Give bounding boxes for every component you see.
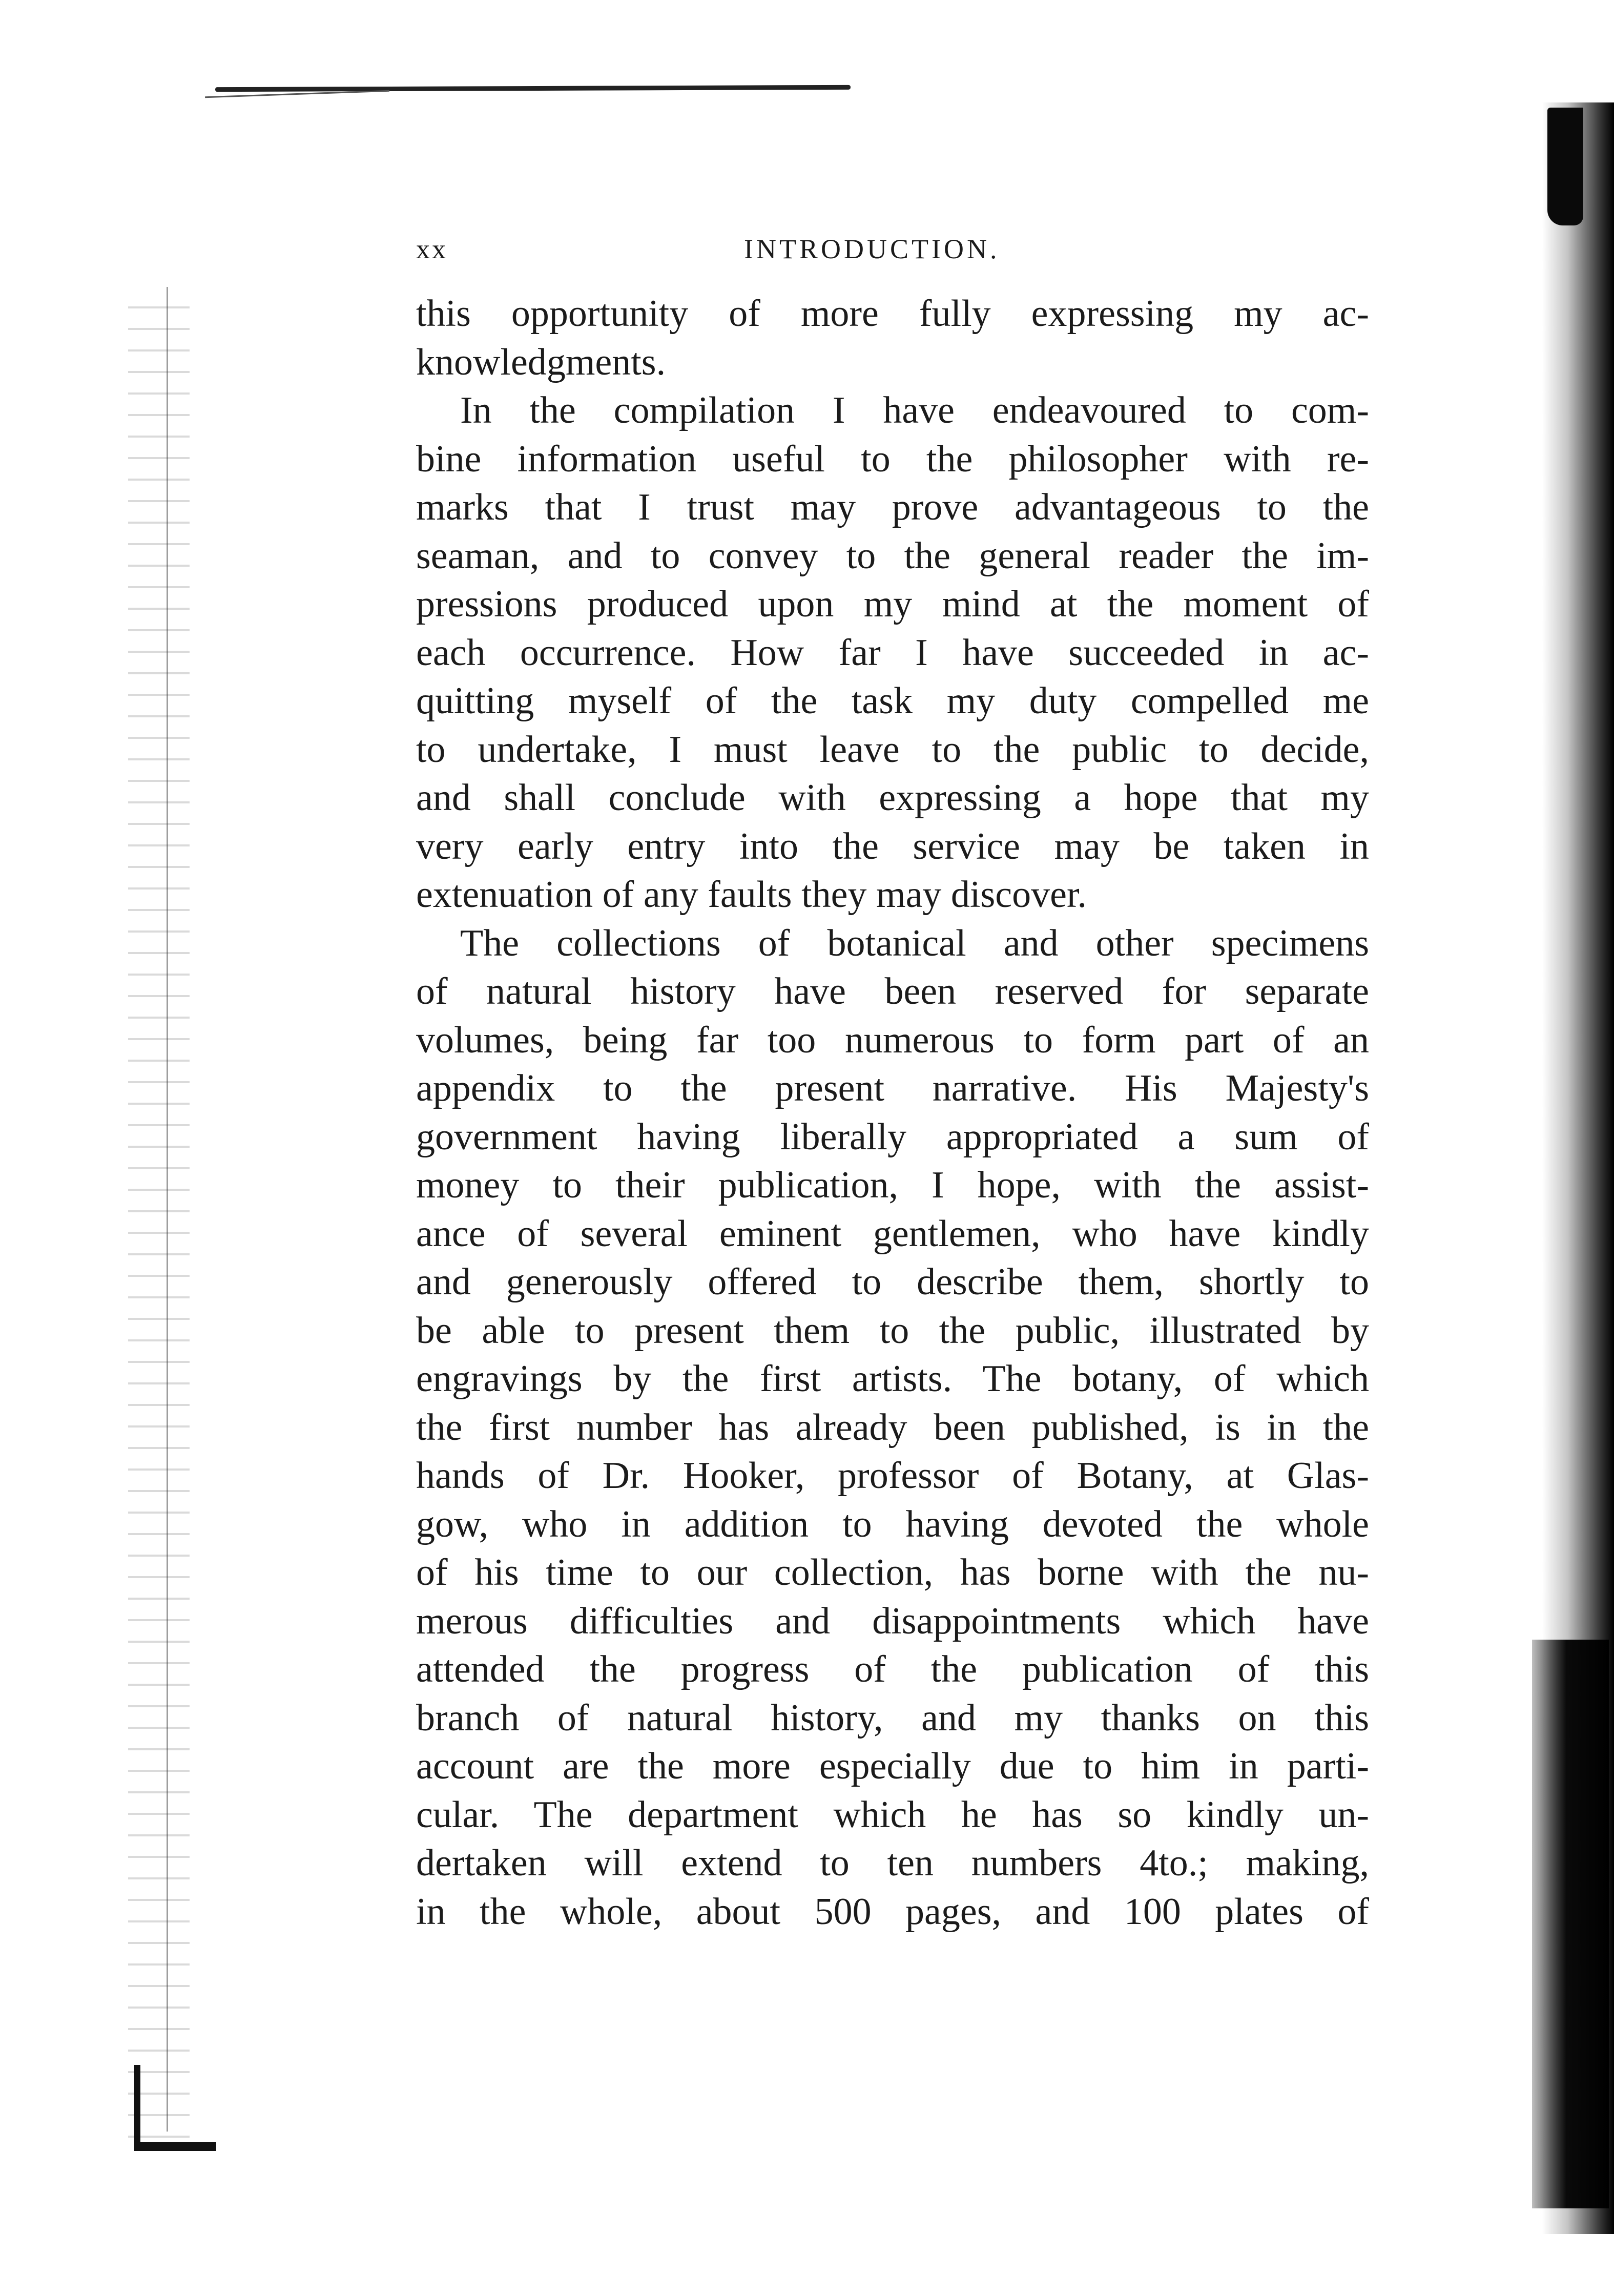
scan-artifact-right-blot-top <box>1547 108 1583 225</box>
text-line: dertaken will extend to ten numbers 4to.; making, <box>416 1842 1369 1884</box>
text-line: in the whole, about 500 pages, and 100 plates of <box>416 1890 1369 1933</box>
paragraph-continuation <box>416 289 1369 386</box>
text-line: to undertake, I must leave to the public to decide, <box>416 728 1369 771</box>
paragraph-collections <box>416 919 1369 1936</box>
text-line: volumes, being far too numerous to form part of an <box>416 1019 1369 1061</box>
text-line: In the compilation I have endeavoured to com- <box>460 389 1369 431</box>
running-head <box>416 233 1082 279</box>
text-line: pressions produced upon my mind at the moment of <box>416 583 1369 625</box>
scan-artifact-corner-vertical <box>134 2065 140 2151</box>
text-line: The collections of botanical and other specimens <box>460 922 1369 964</box>
scan-artifact-corner-horizontal <box>134 2142 216 2151</box>
text-line: hands of Dr. Hooker, professor of Botany, at Glas- <box>416 1455 1369 1497</box>
text-line: branch of natural history, and my thanks on this <box>416 1697 1369 1739</box>
text-line: government having liberally appropriated a sum of <box>416 1115 1369 1158</box>
scan-artifact-right-blot-bottom <box>1532 1640 1609 2208</box>
text-line: and shall conclude with expressing a hope that my <box>416 777 1369 819</box>
text-line: seaman, and to convey to the general reader the im- <box>416 534 1369 577</box>
text-line: merous difficulties and disappointments which have <box>416 1600 1369 1642</box>
text-line: of natural history have been reserved for separate <box>416 970 1369 1012</box>
text-line: ance of several eminent gentlemen, who have kindly <box>416 1212 1369 1255</box>
text-line: account are the more especially due to him in parti- <box>416 1745 1369 1787</box>
text-line: each occurrence. How far I have succeeded in ac- <box>416 631 1369 674</box>
text-line: be able to present them to the public, illustrated by <box>416 1309 1369 1352</box>
text-line: of his time to our collection, has borne with the nu- <box>416 1552 1369 1594</box>
text-line: attended the progress of the publication of this <box>416 1648 1369 1690</box>
text-line: this opportunity of more fully expressing my ac- <box>416 293 1369 335</box>
text-line: quitting myself of the task my duty compelled me <box>416 680 1369 722</box>
text-line: knowledgments. <box>416 341 666 383</box>
body-text <box>416 289 1369 1936</box>
text-line: appendix to the present narrative. His Majesty's <box>416 1067 1369 1109</box>
scan-artifact-left-line <box>167 287 168 2132</box>
text-line: and generously offered to describe them, shortly to <box>416 1261 1369 1303</box>
text-line: gow, who in addition to having devoted the whole <box>416 1503 1369 1545</box>
text-line: very early entry into the service may be taken in <box>416 825 1369 867</box>
text-line: bine information useful to the philosopher with re- <box>416 438 1369 480</box>
running-title: INTRODUCTION. <box>744 234 1000 264</box>
text-line: engravings by the first artists. The botany, of which <box>416 1358 1369 1400</box>
page-number: xx <box>416 234 448 264</box>
text-line: marks that I trust may prove advantageous to the <box>416 486 1369 528</box>
text-line: extenuation of any faults they may discover. <box>416 874 1087 916</box>
scan-artifact-left-margin <box>128 287 190 2157</box>
text-line: the first number has already been published, is in the <box>416 1406 1369 1449</box>
paragraph-compilation <box>416 386 1369 919</box>
text-line: cular. The department which he has so kindly un- <box>416 1793 1369 1836</box>
text-line: money to their publication, I hope, with the assist- <box>416 1164 1369 1206</box>
scan-artifact-top-rule <box>215 85 851 92</box>
